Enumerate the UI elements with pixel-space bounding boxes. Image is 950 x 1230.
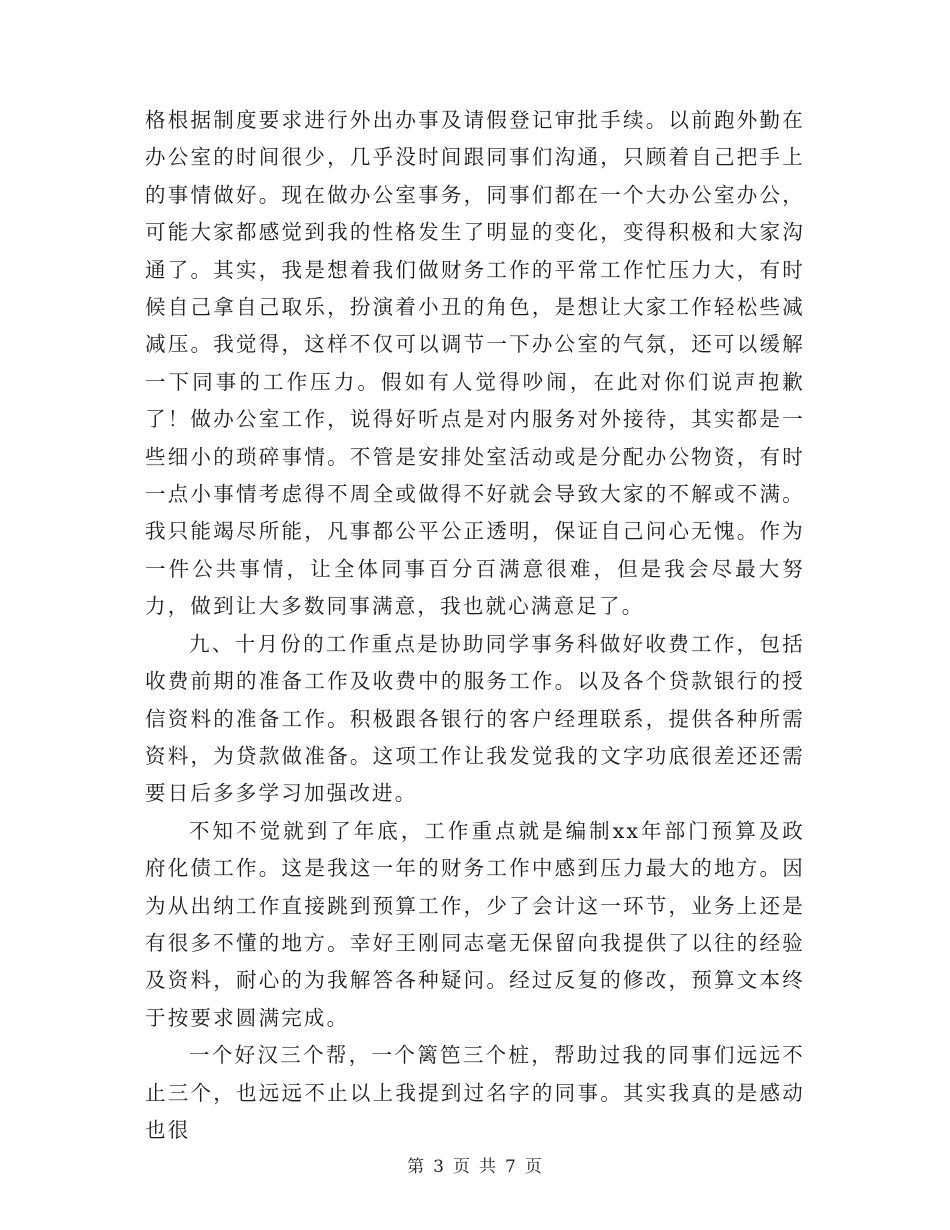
footer-total-label: 页 bbox=[524, 1157, 543, 1177]
paragraph-2: 九、十月份的工作重点是协助同学事务科做好收费工作，包括收费前期的准备工作及收费中的服务工作。以及各个贷款银行的授信资料的准备工作。积极跟各银行的客户经理联系，提供各种所需资料，为贷款做准备。这项工作让我发觉我的文字功底很差还还需要日后多多学习加强改进。 bbox=[145, 631, 805, 806]
paragraph-4: 一个好汉三个帮，一个篱笆三个桩，帮助过我的同事们远远不止三个，也远远不止以上我提到过名字的同事。其实我真的是感动也很 bbox=[145, 1043, 805, 1142]
footer-total-pages: 7 bbox=[505, 1157, 517, 1177]
page-footer bbox=[0, 1152, 950, 1177]
paragraph-1: 格根据制度要求进行外出办事及请假登记审批手续。以前跑外勤在办公室的时间很少，几乎没时间跟同事们沟通，只顾着自己把手上的事情做好。现在做办公室事务，同事们都在一个大办公室办公，可能大家都感觉到我的性格发生了明显的变化，变得积极和大家沟通了。其实，我是想着我们做财务工作的平常工作忙压力大，有时候自己拿自己取乐，扮演着小丑的角色，是想让大家工作轻松些减减压。我觉得，这样不仅可以调节一下办公室的气氛，还可以缓解一下同事的工作压力。假如有人觉得吵闹，在此对你们说声抱歉了！做办公室工作，说得好听点是对内服务对外接待，其实都是一些细小的琐碎事情。不管是安排处室活动或是分配办公物资，有时一点小事情考虑得不周全或做得不好就会导致大家的不解或不满。我只能竭尽所能，凡事都公平公正透明，保证自己问心无愧。作为一件公共事情，让全体同事百分百满意很难，但是我会尽最大努力，做到让大多数同事满意，我也就心满意足了。 bbox=[145, 108, 805, 619]
paragraph-3: 不知不觉就到了年底，工作重点就是编制xx年部门预算及政府化债工作。这是我这一年的财务工作中感到压力最大的地方。因为从出纳工作直接跳到预算工作，少了会计这一环节，业务上还是有很多不懂的地方。幸好王刚同志毫无保留向我提供了以往的经验及资料，耐心的为我解答各种疑问。经过反复的修改，预算文本终于按要求圆满完成。 bbox=[145, 818, 805, 1030]
footer-total-prefix: 共 bbox=[479, 1157, 497, 1177]
footer-page-label: 页 bbox=[453, 1157, 471, 1177]
footer-page-prefix: 第 bbox=[407, 1157, 426, 1177]
document-body bbox=[145, 102, 805, 1149]
footer-current-page: 3 bbox=[433, 1157, 445, 1177]
